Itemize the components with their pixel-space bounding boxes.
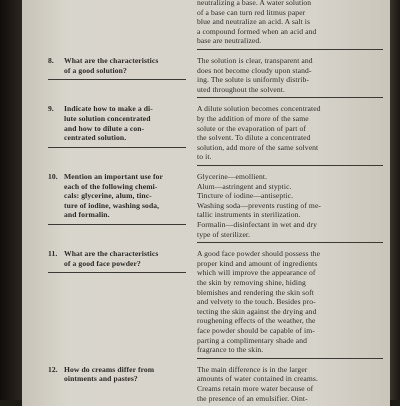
question-8: 8. What are the characteristics of a good solution? [48, 56, 159, 75]
document-page [22, 0, 390, 406]
answer-9: A dilute solution becomes concentrated by the addition of more of the same solute or the evaporation of part of the solvent. To dilute a concentrated solution, add more of the same solvent to it. [197, 104, 321, 162]
answer-12: The main difference is in the larger amounts of water contained in creams. Creams retain more water because of the presence of an emulsifier. Oint- [197, 364, 318, 403]
row-divider [48, 272, 186, 273]
page-shadow [0, 0, 22, 400]
question-10: 10. Mention an important use for each of the following chemi- cals: glycerine, alum, tinc- ture of iodine, washing soda, and formalin. [48, 172, 163, 220]
question-9: 9. Indicate how to make a di- lute solution concentrated and how to dilute a con- centrated solution. [48, 104, 153, 143]
row-divider [197, 242, 383, 243]
row-divider [48, 79, 186, 80]
answer-10: Glycerine—emollient. Alum—astringent and styptic. Tincture of iodine—antiseptic. Washing soda—prevents rusting of me- tallic instruments in sterilization. Formalin—disinfectant in wet and dry type of sterilizer. [197, 172, 322, 239]
row-divider [197, 49, 383, 50]
row-divider [48, 147, 186, 148]
row-divider [197, 165, 383, 166]
row-divider [197, 97, 383, 98]
answer-7: neutralizing a base. A water solution of a base can turn red litmus paper blue and neutralize an acid. A salt is a compound formed when an acid and base are neutralized. [197, 0, 317, 46]
answer-8: The solution is clear, transparent and does not become cloudy upon stand- ing. The solute is uniformly distrib- uted throughout the solvent. [197, 56, 313, 94]
row-divider [48, 224, 186, 225]
book-edge [390, 0, 400, 400]
question-11: 11. What are the characteristics of a good face powder? [48, 249, 159, 268]
row-divider [197, 358, 383, 359]
question-12: 12. How do creams differ from ointments and pastes? [48, 364, 155, 384]
answer-11: A good face powder should possess the proper kind and amount of ingredients which will improve the appearance of the skin by removing shine, hiding blemishes and rendering the skin soft and velvety to the touch. Besides pro- tecting the skin against the drying and roughening effects of the weather, the face powder should be capable of im- parting a complimentary shade and fragrance to the skin. [197, 249, 321, 355]
